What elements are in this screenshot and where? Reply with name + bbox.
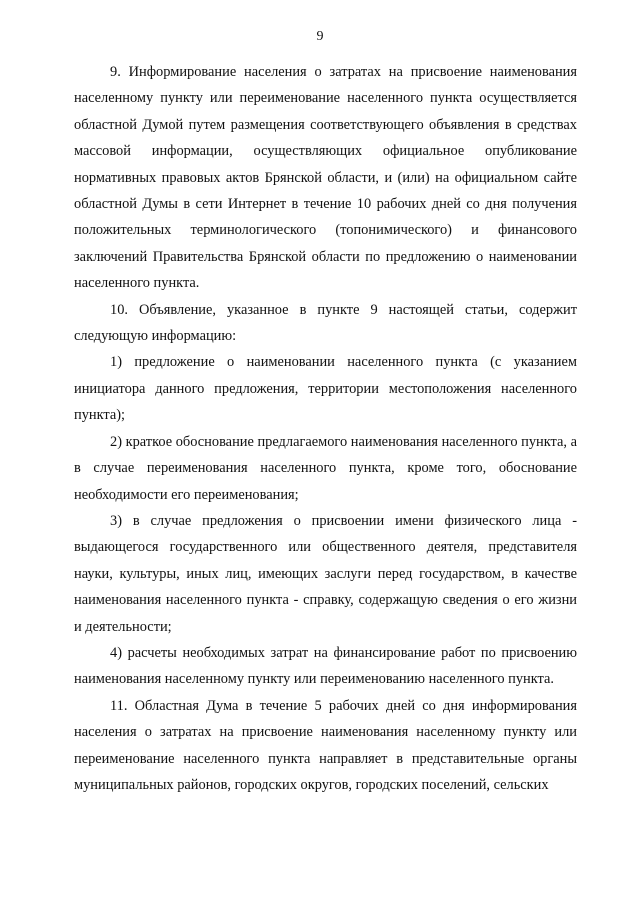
paragraph-9: 9. Информирование населения о затратах на присвоение наименования населенному пункту или переименование населенного пункта осуществляется областной Думой путем размещения соответствующего объявления в средствах массовой информации, осуществляющих официальное опубликование нормативных правовых актов Брянской области, и (или) на официальном сайте областной Думы в сети Интернет в течение 10 рабочих дней со дня получения положительных терминологического (топонимического) и финансового заключений Правительства Брянской области по предложению о наименовании населенного пункта. [74,64,577,292]
paragraph-10: 10. Объявление, указанное в пункте 9 настоящей статьи, содержит следующую информацию: [74,301,577,345]
paragraph-11: 11. Областная Дума в течение 5 рабочих дней со дня информирования населения о затратах на присвоение наименования населенному пункту или переименование населенного пункта направляет в представительные органы муниципальных районов, городских округов, городских поселений, сельских [74,697,577,793]
page-number: 9 [316,29,324,44]
paragraph-10-item-1: 1) предложение о наименовании населенного пункта (с указанием инициатора данного предложения, территории местоположения населенного пункта); [74,354,577,424]
paragraph-10-item-3: 3) в случае предложения о присвоении имени физического лица - выдающегося государственного или общественного деятеля, представителя науки, культуры, иных лиц, имеющих заслуги перед государством, в качестве наименования населенного пункта - справку, содержащую сведения о его жизни и деятельности; [74,512,577,635]
document-body [74,59,577,798]
paragraph-10-item-4: 4) расчеты необходимых затрат на финансирование работ по присвоению наименования населенному пункту или переименованию населенного пункта. [74,644,577,688]
paragraph-10-item-2: 2) краткое обоснование предлагаемого наименования населенного пункта, а в случае переименования населенного пункта, кроме того, обоснование необходимости его переименования; [74,433,577,503]
